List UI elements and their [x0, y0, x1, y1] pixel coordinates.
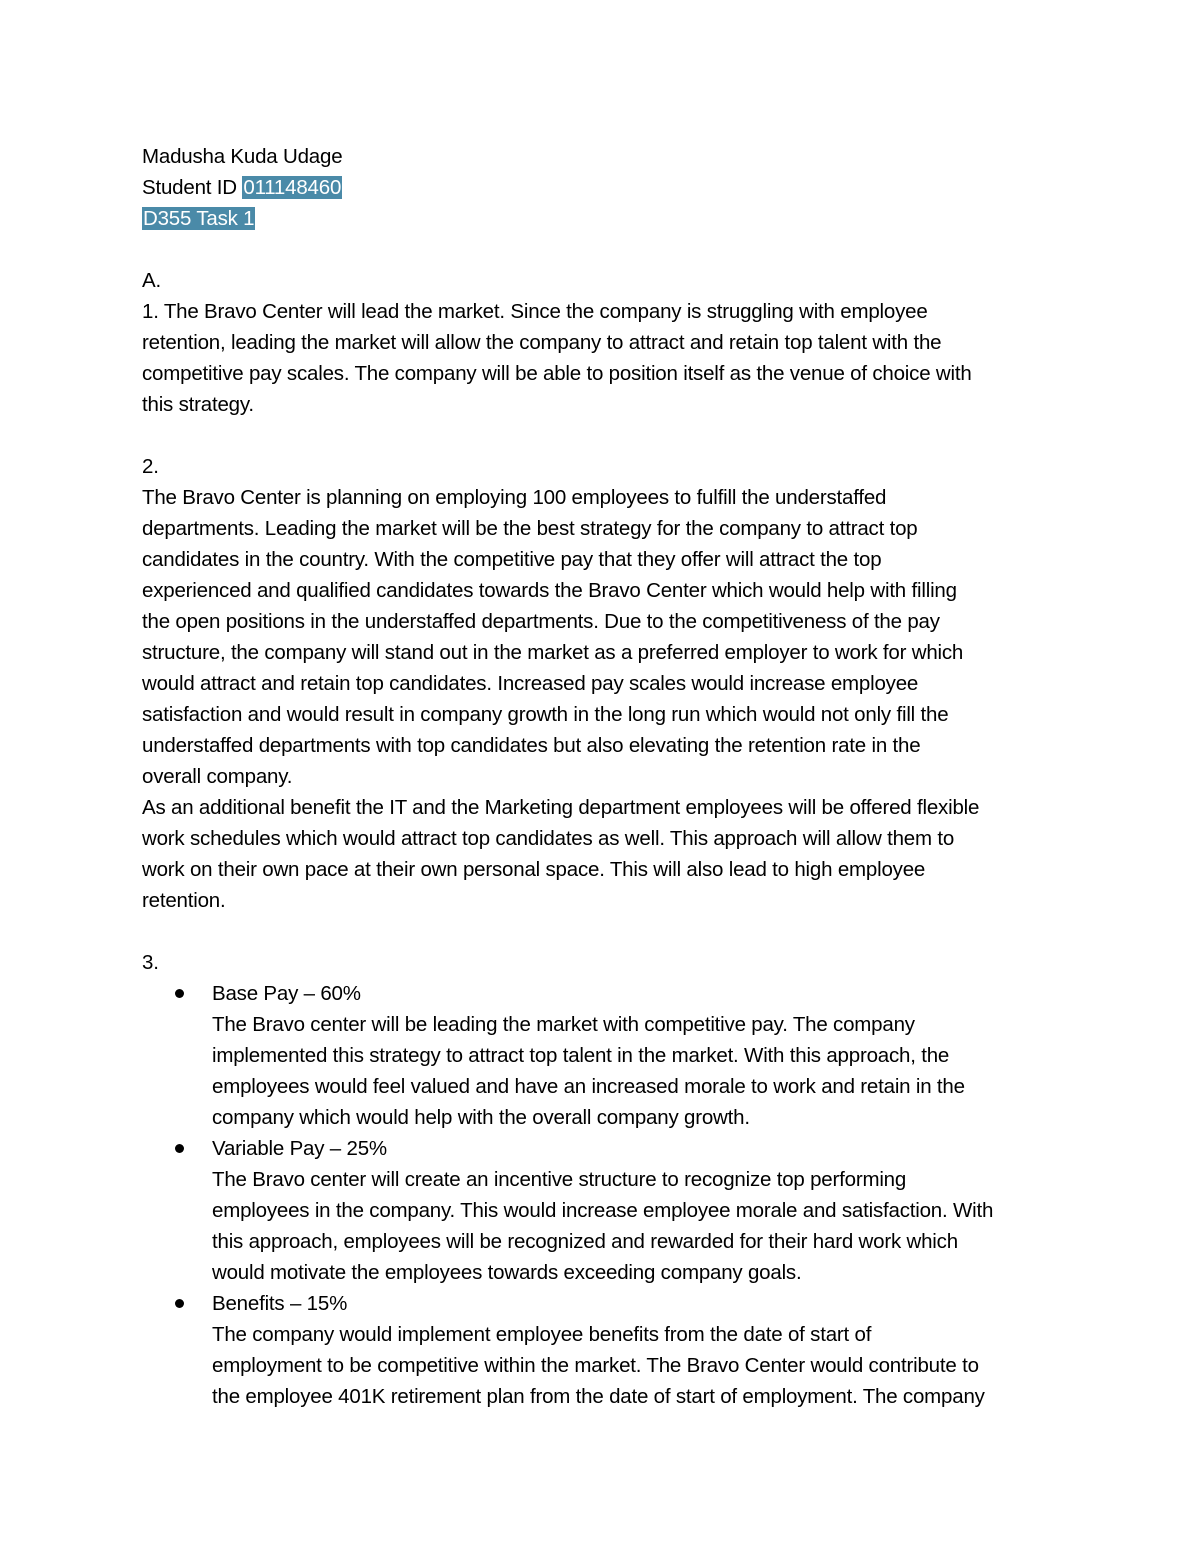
list-item	[142, 1288, 1062, 1412]
spacer	[142, 234, 1062, 265]
task-title-line	[142, 203, 1062, 234]
paragraph-line: satisfaction and would result in company growth in the long run which would not only fill the	[142, 703, 949, 726]
list-item-line: company which would help with the overall company growth.	[212, 1106, 750, 1129]
bullet-icon	[175, 989, 184, 998]
list-item-line: The Bravo center will create an incentive structure to recognize top performing	[212, 1168, 907, 1191]
list-item-line: The company would implement employee benefits from the date of start of	[212, 1323, 872, 1346]
list-item	[142, 1133, 1062, 1288]
paragraph-line: retention, leading the market will allow the company to attract and retain top talent with the	[142, 331, 942, 354]
list-item-title: Base Pay – 60%	[212, 982, 361, 1005]
paragraph-line: structure, the company will stand out in the market as a preferred employer to work for which	[142, 641, 964, 664]
paragraph-line: candidates in the country. With the competitive pay that they offer will attract the top	[142, 548, 882, 571]
answer-3-label: 3.	[142, 951, 159, 974]
answer-1-paragraph	[142, 296, 1062, 420]
answer-2-label: 2.	[142, 455, 159, 478]
bullet-icon	[175, 1144, 184, 1153]
paragraph-line: the open positions in the understaffed departments. Due to the competitiveness of the pay	[142, 610, 940, 633]
list-item-line: the employee 401K retirement plan from the date of start of employment. The company	[212, 1385, 985, 1408]
paragraph-line: this strategy.	[142, 393, 254, 416]
task-title: D355 Task 1	[143, 207, 255, 230]
author-name: Madusha Kuda Udage	[142, 145, 343, 168]
paragraph-line: competitive pay scales. The company will be able to position itself as the venue of choice with	[142, 362, 972, 385]
answer-2-paragraph-1	[142, 482, 1062, 792]
section-a-label: A.	[142, 269, 161, 292]
paragraph-line: As an additional benefit the IT and the Marketing department employees will be offered flexible	[142, 796, 980, 819]
student-id-label: Student ID	[142, 176, 237, 199]
list-item-line: this approach, employees will be recognized and rewarded for their hard work which	[212, 1230, 958, 1253]
paragraph-line: retention.	[142, 889, 226, 912]
paragraph-line: would attract and retain top candidates. Increased pay scales would increase employee	[142, 672, 919, 695]
paragraph-line: experienced and qualified candidates towards the Bravo Center which would help with filling	[142, 579, 957, 602]
answer-2-paragraph-2	[142, 792, 1062, 916]
list-item-line: would motivate the employees towards exceeding company goals.	[212, 1261, 802, 1284]
list-item-title: Benefits – 15%	[212, 1292, 348, 1315]
spacer	[142, 420, 1062, 451]
paragraph-line: understaffed departments with top candidates but also elevating the retention rate in the	[142, 734, 921, 757]
spacer	[142, 916, 1062, 947]
paragraph-line: departments. Leading the market will be the best strategy for the company to attract top	[142, 517, 918, 540]
list-item-line: implemented this strategy to attract top talent in the market. With this approach, the	[212, 1044, 950, 1067]
list-item-title: Variable Pay – 25%	[212, 1137, 387, 1160]
list-item-line: The Bravo center will be leading the market with competitive pay. The company	[212, 1013, 915, 1036]
student-id-value: 011148460	[243, 176, 342, 199]
pay-mix-list	[142, 978, 1062, 1412]
bullet-icon	[175, 1299, 184, 1308]
paragraph-line: work schedules which would attract top candidates as well. This approach will allow them to	[142, 827, 955, 850]
paragraph-line: overall company.	[142, 765, 293, 788]
list-item-line: employees would feel valued and have an increased morale to work and retain in the	[212, 1075, 965, 1098]
document-body	[142, 141, 1062, 1412]
list-item	[142, 978, 1062, 1133]
paragraph-line: The Bravo Center is planning on employing 100 employees to fulfill the understaffed	[142, 486, 887, 509]
paragraph-line: work on their own pace at their own personal space. This will also lead to high employee	[142, 858, 926, 881]
paragraph-line: 1. The Bravo Center will lead the market. Since the company is struggling with employee	[142, 300, 928, 323]
student-id-line	[142, 172, 1062, 203]
list-item-line: employment to be competitive within the market. The Bravo Center would contribute to	[212, 1354, 979, 1377]
list-item-line: employees in the company. This would increase employee morale and satisfaction. With	[212, 1199, 994, 1222]
